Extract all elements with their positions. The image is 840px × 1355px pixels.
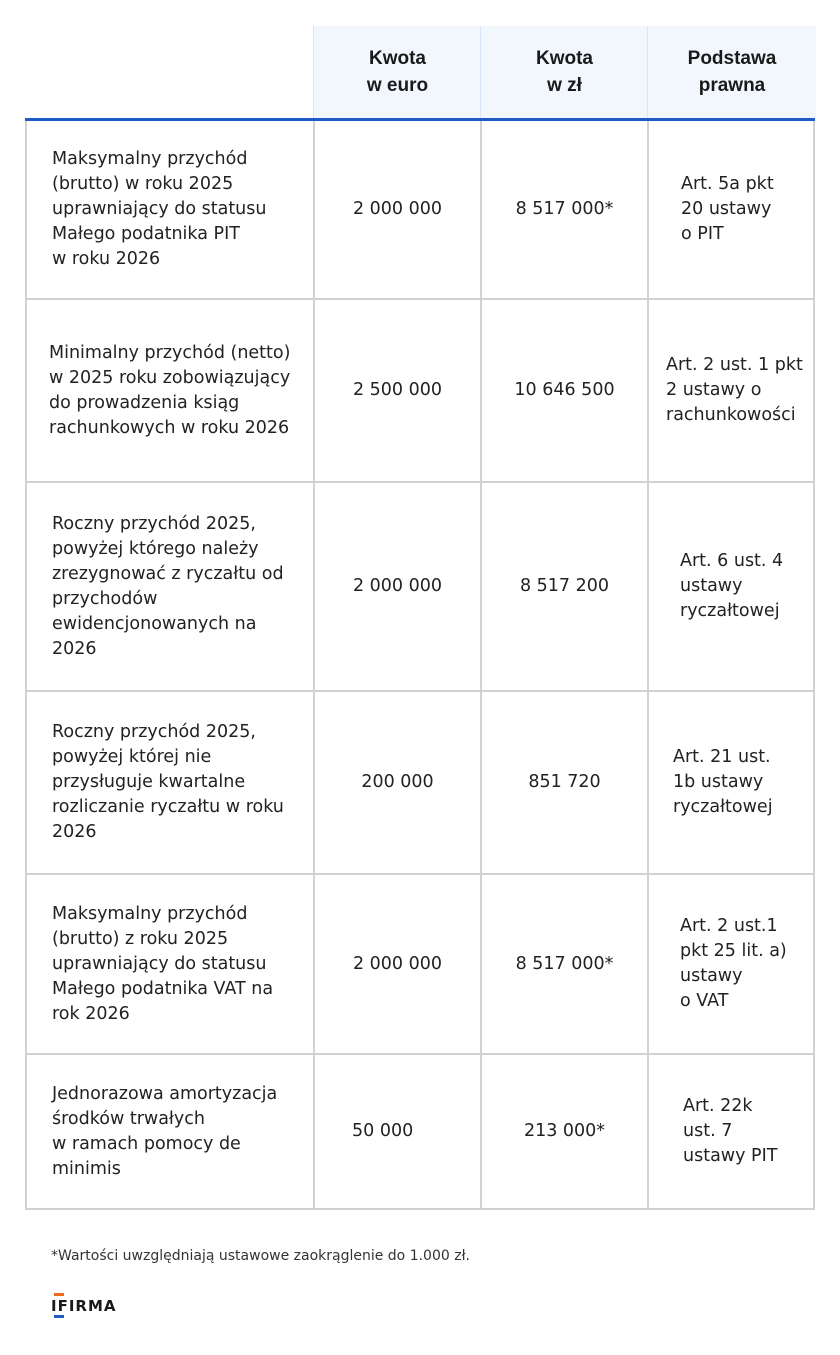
cell-pln (480, 483, 647, 690)
logo-accent-top (54, 1293, 64, 1296)
cell-description (25, 300, 313, 481)
ifirma-logo (51, 1293, 117, 1315)
header-eur (313, 26, 481, 118)
cell-pln (480, 1055, 647, 1208)
logo-accent-bottom (54, 1315, 64, 1318)
legal-basis-text: Art. 2 ust.1 pkt 25 lit. a) ustawy o VAT (680, 916, 787, 1011)
eur-value: 200 000 (361, 772, 434, 792)
header-eur-line1: Kwota (368, 48, 426, 69)
cell-eur (313, 483, 480, 690)
pln-value: 8 517 000* (515, 953, 614, 974)
cell-pln (480, 300, 647, 481)
table-row (25, 1055, 815, 1210)
cell-eur (313, 121, 480, 298)
header-legal-line1: Podstawa (687, 48, 777, 69)
legal-basis-text: Art. 5a pkt 20 ustawy o PIT (681, 174, 774, 244)
cell-eur (313, 875, 480, 1053)
cell-legal-basis (647, 875, 815, 1053)
cell-eur (313, 300, 480, 481)
table-row (25, 121, 815, 300)
header-pln-line2: w zł (547, 75, 582, 96)
description-text: Minimalny przychód (netto) w 2025 roku zobowiązujący do prowadzenia ksiąg rachunkowych w roku 2026 (49, 342, 291, 438)
cell-description (25, 692, 313, 873)
pln-value: 213 000* (523, 1121, 606, 1141)
legal-basis-text: Art. 2 ust. 1 pkt 2 ustawy o rachunkowości (666, 355, 803, 425)
header-legal-basis (647, 26, 816, 118)
eur-value: 2 000 000 (352, 953, 443, 974)
description-text: Roczny przychód 2025, powyżej którego należy zrezygnować z ryczałtu od przychodów ewidencjonowanych na 2026 (52, 513, 284, 659)
eur-value: 50 000 (352, 1121, 414, 1141)
cell-eur (313, 692, 480, 873)
pln-value: 10 646 500 (514, 380, 615, 400)
logo-text: IFIRMA (51, 1297, 117, 1315)
footnote: *Wartości uwzględniają ustawowe zaokrąglenie do 1.000 zł. (51, 1248, 471, 1264)
cell-eur (313, 1055, 480, 1208)
table-row (25, 483, 815, 692)
cell-legal-basis (647, 300, 815, 481)
pln-value: 8 517 200 (519, 576, 610, 596)
pln-value: 8 517 000* (515, 199, 614, 219)
description-text: Roczny przychód 2025, powyżej której nie przysługuje kwartalne rozliczanie ryczałtu w roku 2026 (52, 722, 284, 842)
cell-legal-basis (647, 483, 815, 690)
cell-legal-basis (647, 121, 815, 298)
table-row (25, 300, 815, 483)
cell-description (25, 875, 313, 1053)
cell-legal-basis (647, 692, 815, 873)
description-text: Maksymalny przychód (brutto) z roku 2025 uprawniający do statusu Małego podatnika VAT na rok 2026 (52, 903, 274, 1024)
header-pln-line1: Kwota (536, 48, 593, 69)
eur-value: 2 000 000 (352, 576, 443, 596)
description-text: Jednorazowa amortyzacja środków trwałych w ramach pomocy de minimis (52, 1083, 278, 1179)
eur-value: 2 000 000 (352, 199, 443, 219)
header-legal-line2: prawna (698, 75, 766, 96)
cell-description (25, 1055, 313, 1208)
header-eur-line2: w euro (366, 75, 429, 96)
cell-description (25, 483, 313, 690)
description-text: Maksymalny przychód (brutto) w roku 2025 uprawniający do statusu Małego podatnika PIT w roku 2026 (52, 149, 267, 269)
cell-pln (480, 121, 647, 298)
header-pln (480, 26, 648, 118)
eur-value: 2 500 000 (352, 380, 443, 400)
cell-legal-basis (647, 1055, 815, 1208)
pln-value: 851 720 (528, 772, 601, 792)
cell-description (25, 121, 313, 298)
legal-basis-text: Art. 22k ust. 7 ustawy PIT (683, 1096, 778, 1166)
cell-pln (480, 692, 647, 873)
cell-pln (480, 875, 647, 1053)
legal-basis-text: Art. 21 ust. 1b ustawy ryczałtowej (673, 747, 773, 817)
table-row (25, 692, 815, 875)
legal-basis-text: Art. 6 ust. 4 ustawy ryczałtowej (680, 551, 784, 621)
table-row (25, 875, 815, 1055)
